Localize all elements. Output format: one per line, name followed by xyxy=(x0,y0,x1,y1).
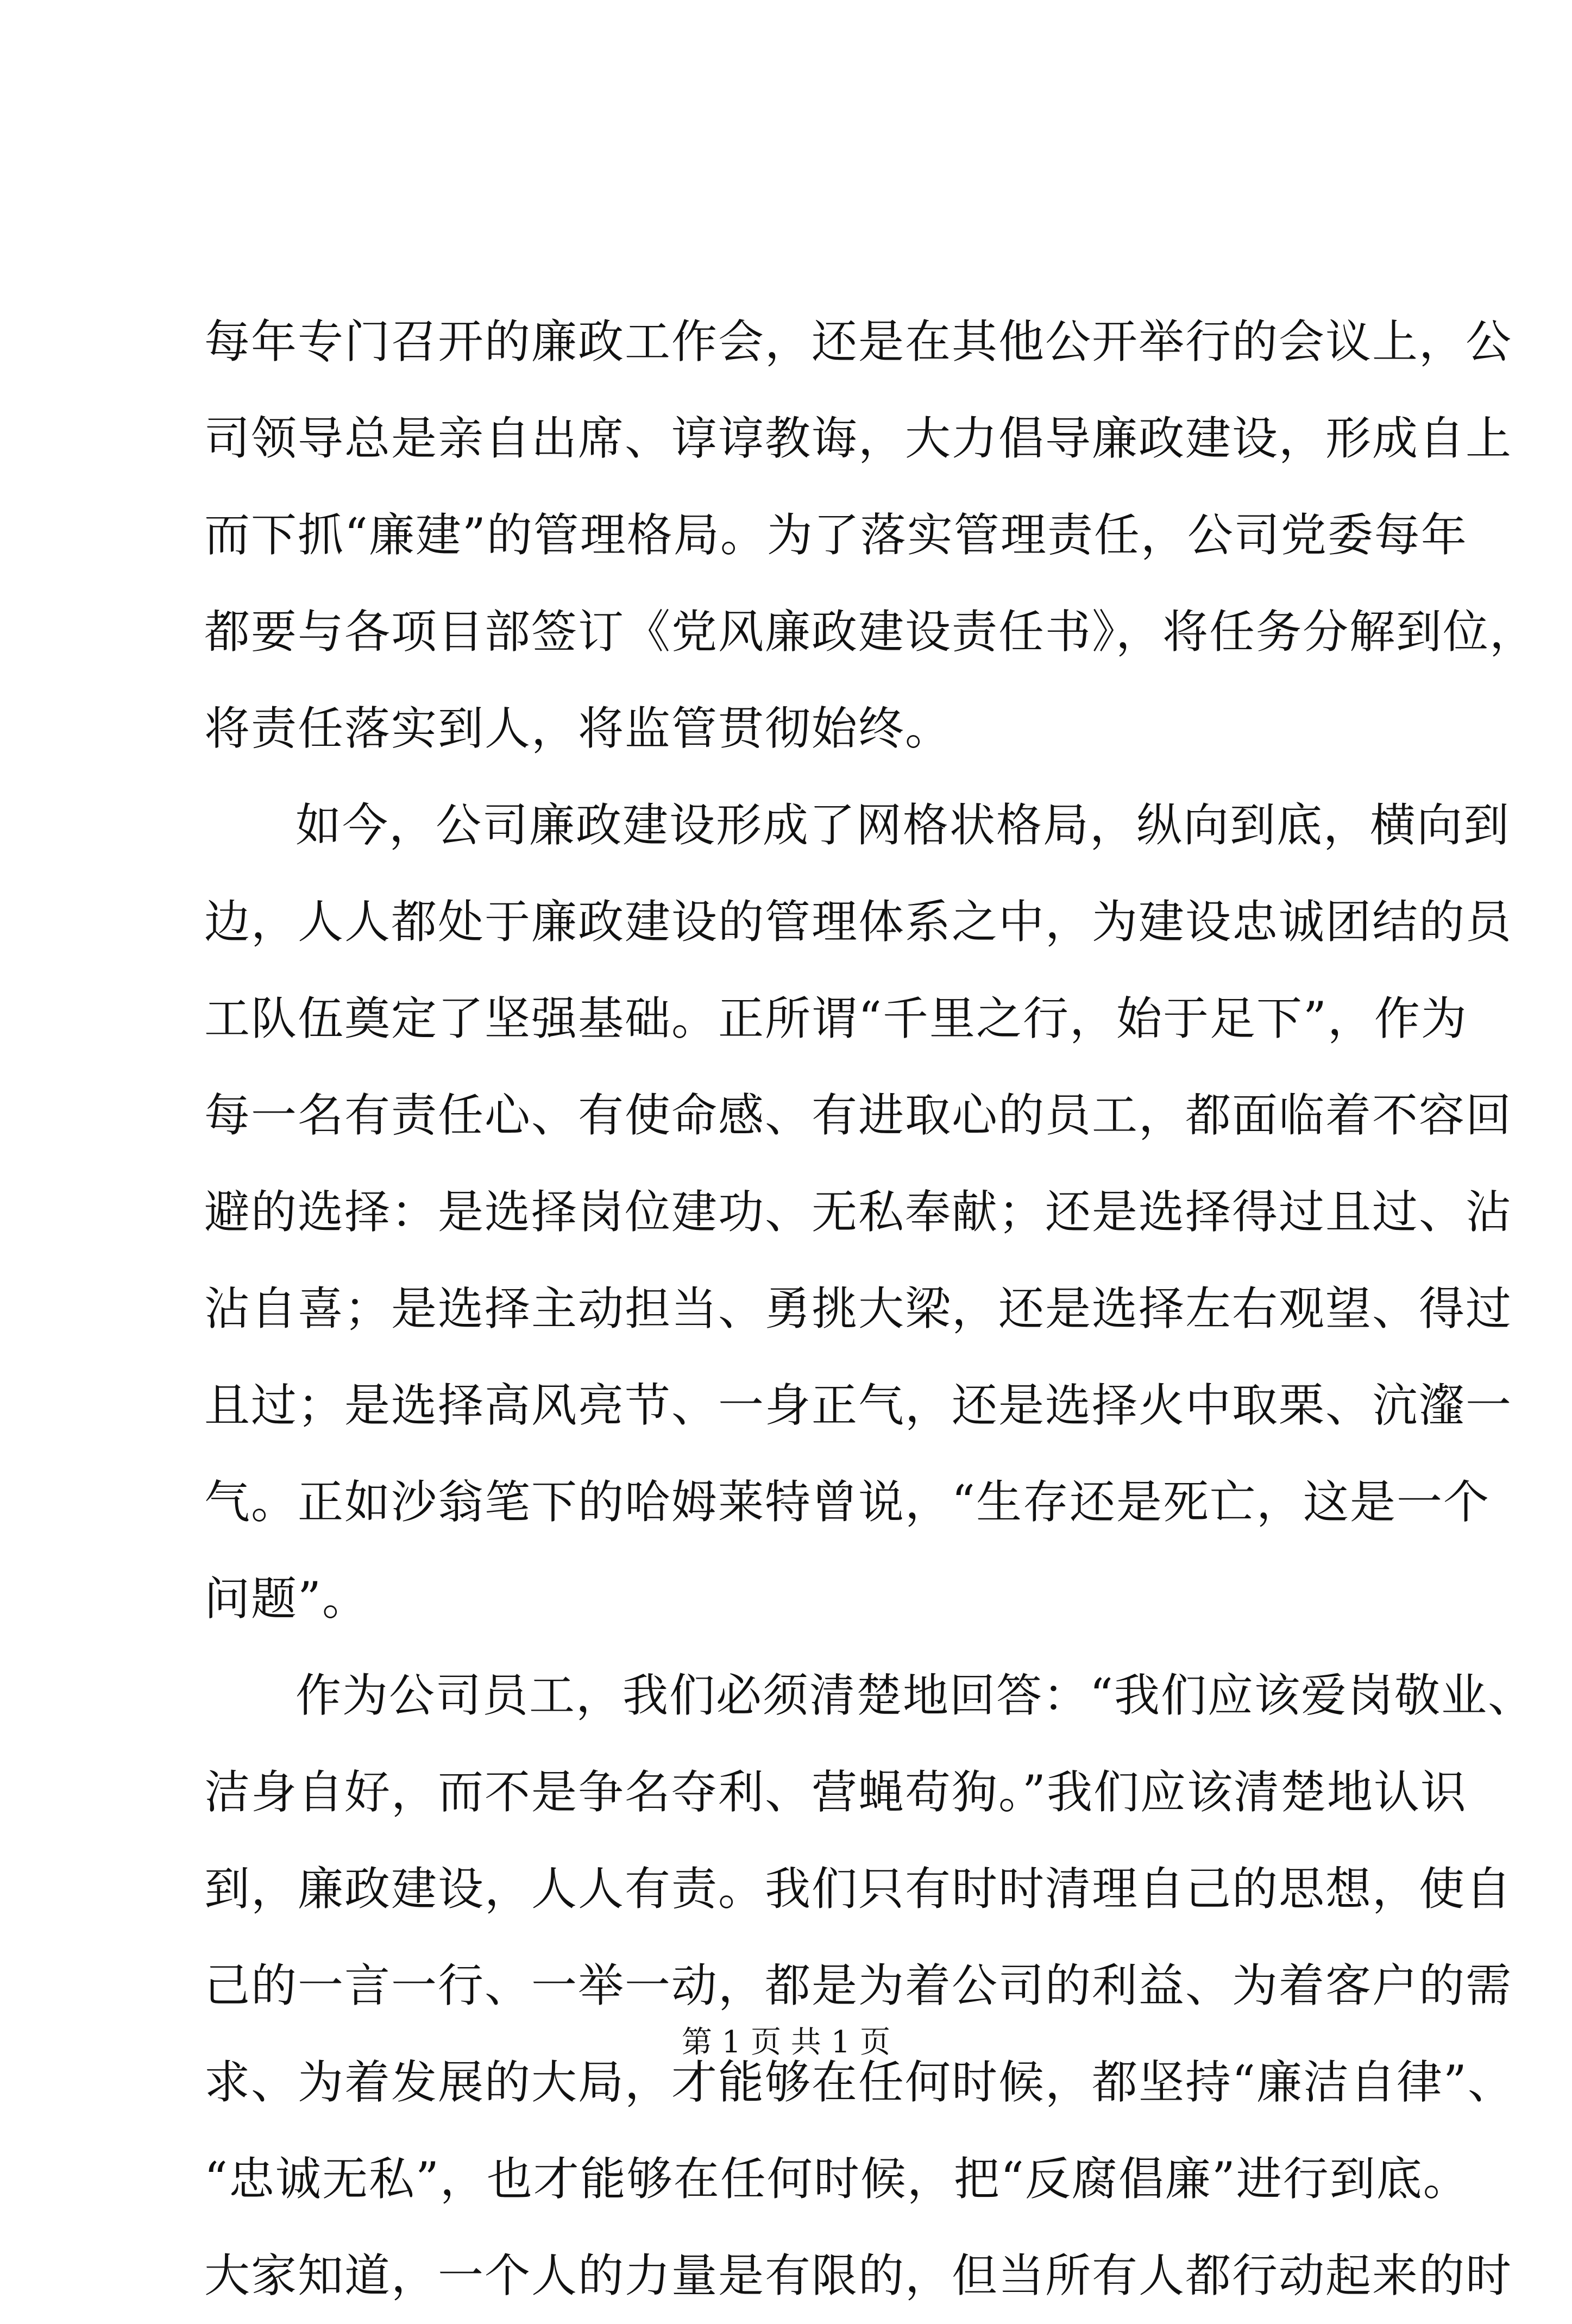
text-line: 己的一言一行、一举一动，都是为着公司的利益、为着客户的需 xyxy=(204,1959,1513,2012)
text-line: 将责任落实到人，将监管贯彻始终。 xyxy=(204,702,952,755)
text-line: 如今，公司廉政建设形成了网格状格局，纵向到底，横向到 xyxy=(295,799,1511,852)
text-line: 司领导总是亲自出席、谆谆教诲，大力倡导廉政建设，形成自上 xyxy=(204,412,1513,465)
text-line: 作为公司员工，我们必须清楚地回答：“我们应该爱岗敬业、 xyxy=(295,1669,1535,1722)
text-line: 且过；是选择高风亮节、一身正气，还是选择火中取栗、沆瀣一 xyxy=(204,1379,1513,1432)
text-line: 到，廉政建设，人人有责。我们只有时时清理自己的思想，使自 xyxy=(204,1862,1513,1915)
text-line: 而下抓“廉建”的管理格局。为了落实管理责任，公司党委每年 xyxy=(204,508,1468,562)
text-line: 问题”。 xyxy=(204,1572,369,1625)
text-line: 洁身自好，而不是争名夺利、营蝇苟狗。”我们应该清楚地认识 xyxy=(204,1766,1467,1819)
page-footer xyxy=(0,2021,1572,2064)
text-line: 沾自喜；是选择主动担当、勇挑大梁，还是选择左右观望、得过 xyxy=(204,1282,1513,1335)
paragraph xyxy=(204,293,1537,777)
text-line: 边，人人都处于廉政建设的管理体系之中，为建设忠诚团结的员 xyxy=(204,895,1513,949)
text-line: 都要与各项目部签订《党风廉政建设责任书》，将任务分解到位， xyxy=(204,605,1537,658)
text-line: 求、为着发展的大局，才能够在任何时候，都坚持“廉洁自律”、 xyxy=(204,2056,1514,2109)
text-line: 避的选择：是选择岗位建功、无私奉献；还是选择得过且过、沾 xyxy=(204,1185,1513,1239)
text-line: “忠诚无私”，也才能够在任何时候，把“反腐倡廉”进行到底。 xyxy=(204,2152,1470,2206)
text-line: 大家知道，一个人的力量是有限的，但当所有人都行动起来的时 xyxy=(204,2249,1513,2302)
text-line: 工队伍奠定了坚强基础。正所谓“千里之行，始于足下”，作为 xyxy=(204,992,1468,1045)
paragraph xyxy=(204,1647,1535,2324)
text-line: 每年专门召开的廉政工作会，还是在其他公开举行的会议上，公 xyxy=(204,315,1513,368)
page-number: 第 1 页 共 1 页 xyxy=(681,2025,891,2060)
document-body xyxy=(204,293,1537,2324)
paragraph xyxy=(204,777,1513,1647)
text-line: 每一名有责任心、有使命感、有进取心的员工，都面临着不容回 xyxy=(204,1089,1513,1142)
text-line: 气。正如沙翁笔下的哈姆莱特曾说，“生存还是死亡，这是一个 xyxy=(204,1475,1490,1529)
